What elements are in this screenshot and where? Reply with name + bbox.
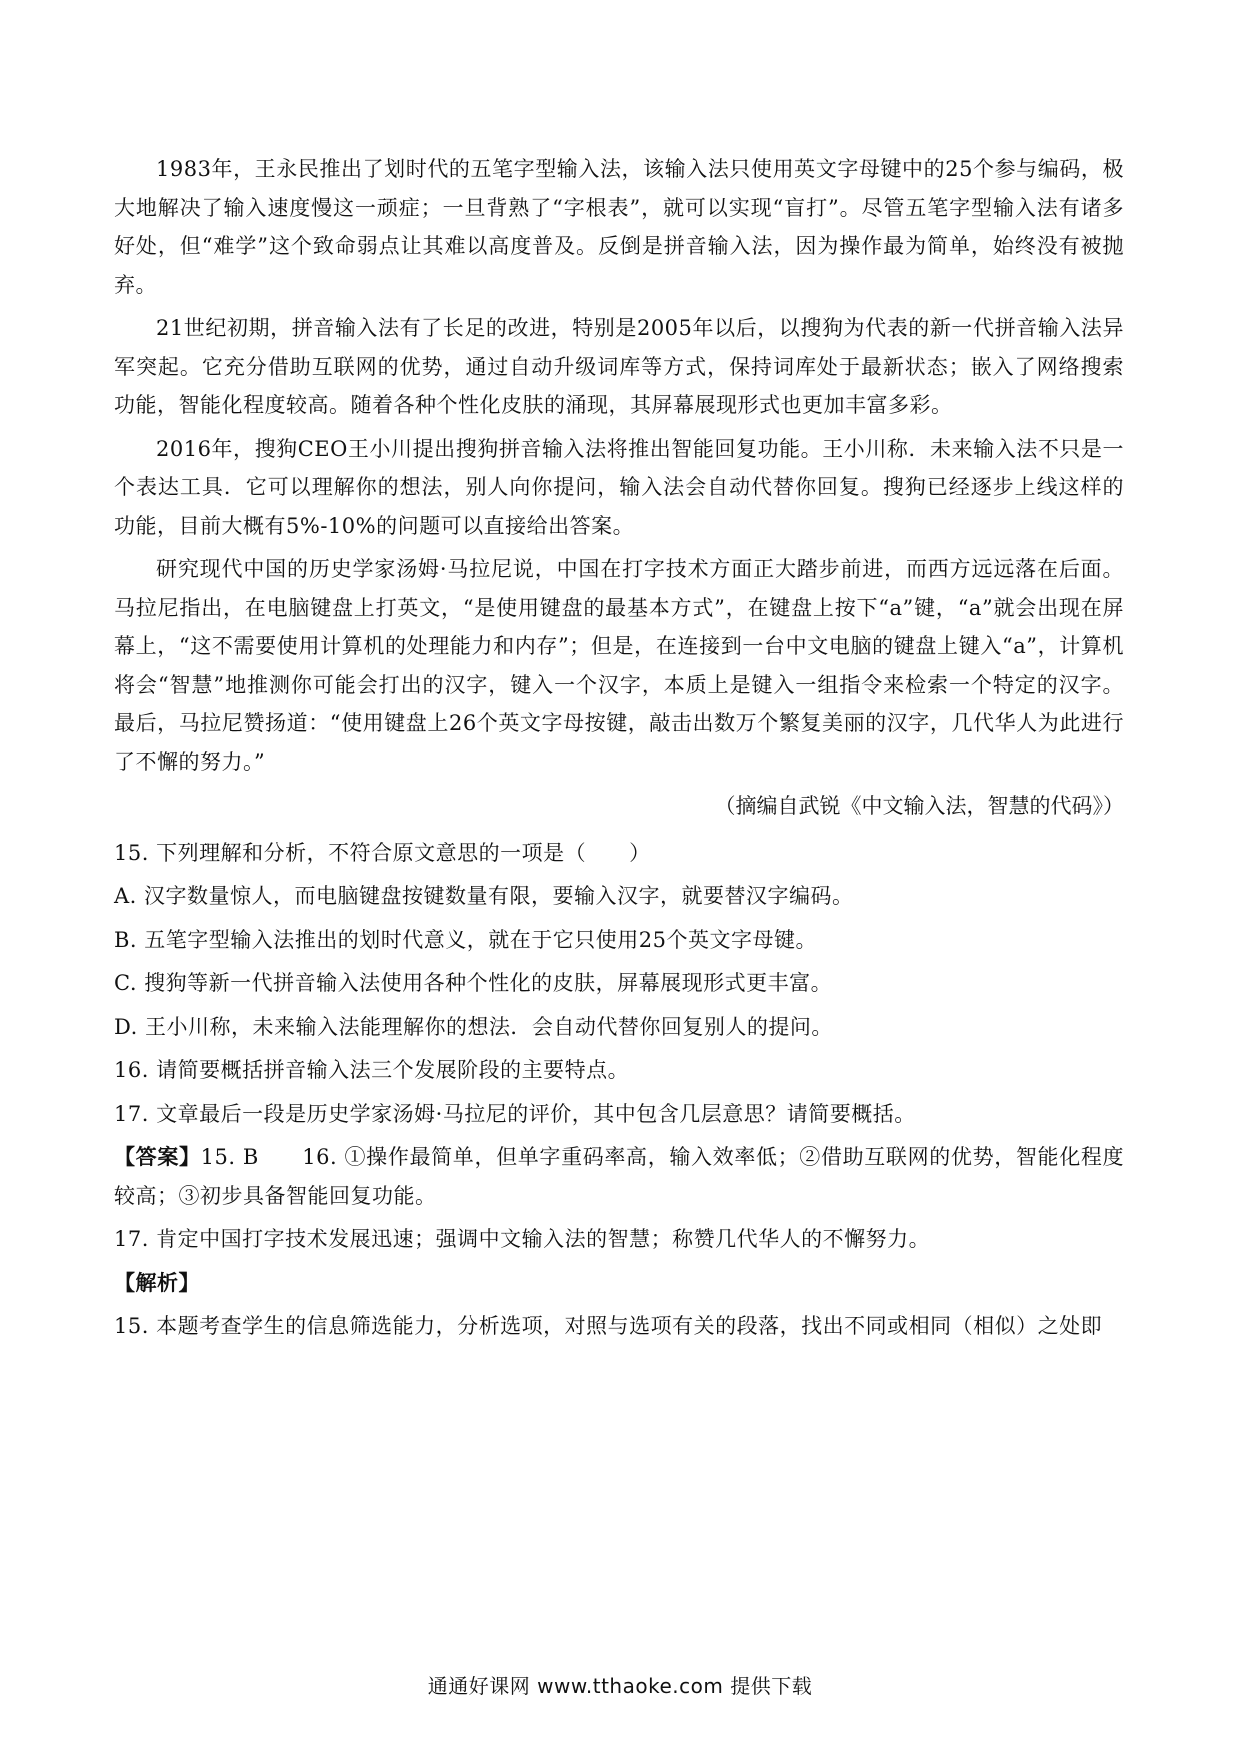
option-c: C. 搜狗等新一代拼音输入法使用各种个性化的皮肤，屏幕展现形式更丰富。 [114,971,833,995]
answer-text-1: 15. B 16. ①操作最简单，但单字重码率高，输入效率低；②借助互联网的优势，智能化程度较高；③初步具备智能回复功能。 [114,1145,1125,1208]
option-a: A. 汉字数量惊人，而电脑键盘按键数量有限，要输入汉字，就要替汉字编码。 [114,884,854,908]
question-16: 16. 请简要概括拼音输入法三个发展阶段的主要特点。 [114,1058,630,1082]
passage-paragraph-3: 2016年，搜狗CEO王小川提出搜狗拼音输入法将推出智能回复功能。王小川称．未来输入法不只是一个表达工具．它可以理解你的想法，别人向你提问，输入法会自动代替你回复。搜狗已经逐步上线这样的功能，目前大概有5%-10%的问题可以直接给出答案。 [114,436,1124,538]
document-content [114,150,1124,1346]
answer-tag: 【答案】 [114,1144,201,1169]
question-17: 17. 文章最后一段是历史学家汤姆·马拉尼的评价，其中包含几层意思？请简要概括。 [114,1101,916,1126]
answer-text-2: 17. 肯定中国打字技术发展迅速；强调中文输入法的智慧；称赞几代华人的不懈努力。 [114,1227,931,1251]
passage-paragraph-4: 研究现代中国的历史学家汤姆·马拉尼说，中国在打字技术方面正大踏步前进，而西方远远落在后面。马拉尼指出，在电脑键盘上打英文，“是使用键盘的最基本方式”，在键盘上按下“a”键，“a”就会出现在屏幕上，“这不需要使用计算机的处理能力和内存”；但是，在连接到一台中文电脑的键盘上键入“a”，计算机将会“智慧”地推测你可能会打出的汉字，键入一个汉字，本质上是键入一组指令来检索一个特定的汉字。最后，马拉尼赞扬道：“使用键盘上26个英文字母按键，敲击出数万个繁复美丽的汉字，几代华人为此进行了不懈的努力。” [114,557,1124,774]
page-footer: 通通好课网 www.tthaoke.com 提供下载 [427,1674,813,1698]
question-15: 15. 下列理解和分析，不符合原文意思的一项是（ ） [114,840,651,865]
analysis-heading [114,1264,1124,1303]
option-b: B. 五笔字型输入法推出的划时代意义，就在于它只使用25个英文字母键。 [114,927,818,952]
analysis-text-1: 15. 本题考查学生的信息筛选能力，分析选项，对照与选项有关的段落，找出不同或相同（相似）之处即 [114,1314,1103,1338]
passage-source: （摘编自武锐《中文输入法，智慧的代码》） [714,794,1124,818]
option-d: D. 王小川称，未来输入法能理解你的想法．会自动代替你回复别人的提问。 [114,1014,833,1039]
passage-paragraph-2: 21世纪初期，拼音输入法有了长足的改进，特别是2005年以后，以搜狗为代表的新一代拼音输入法异军突起。它充分借助互联网的优势，通过自动升级词库等方式，保持词库处于最新状态；嵌入了网络搜索功能，智能化程度较高。随着各种个性化皮肤的涌现，其屏幕展现形式也更加丰富多彩。 [114,316,1124,417]
passage-paragraph-1: 1983年，王永民推出了划时代的五笔字型输入法，该输入法只使用英文字母键中的25个参与编码，极大地解决了输入速度慢这一顽症；一旦背熟了“字根表”，就可以实现“盲打”。尽管五笔字型输入法有诸多好处，但“难学”这个致命弱点让其难以高度普及。反倒是拼音输入法，因为操作最为简单，始终没有被抛弃。 [114,157,1124,297]
analysis-tag: 【解析】 [114,1269,200,1295]
answer-block [114,1138,1124,1215]
